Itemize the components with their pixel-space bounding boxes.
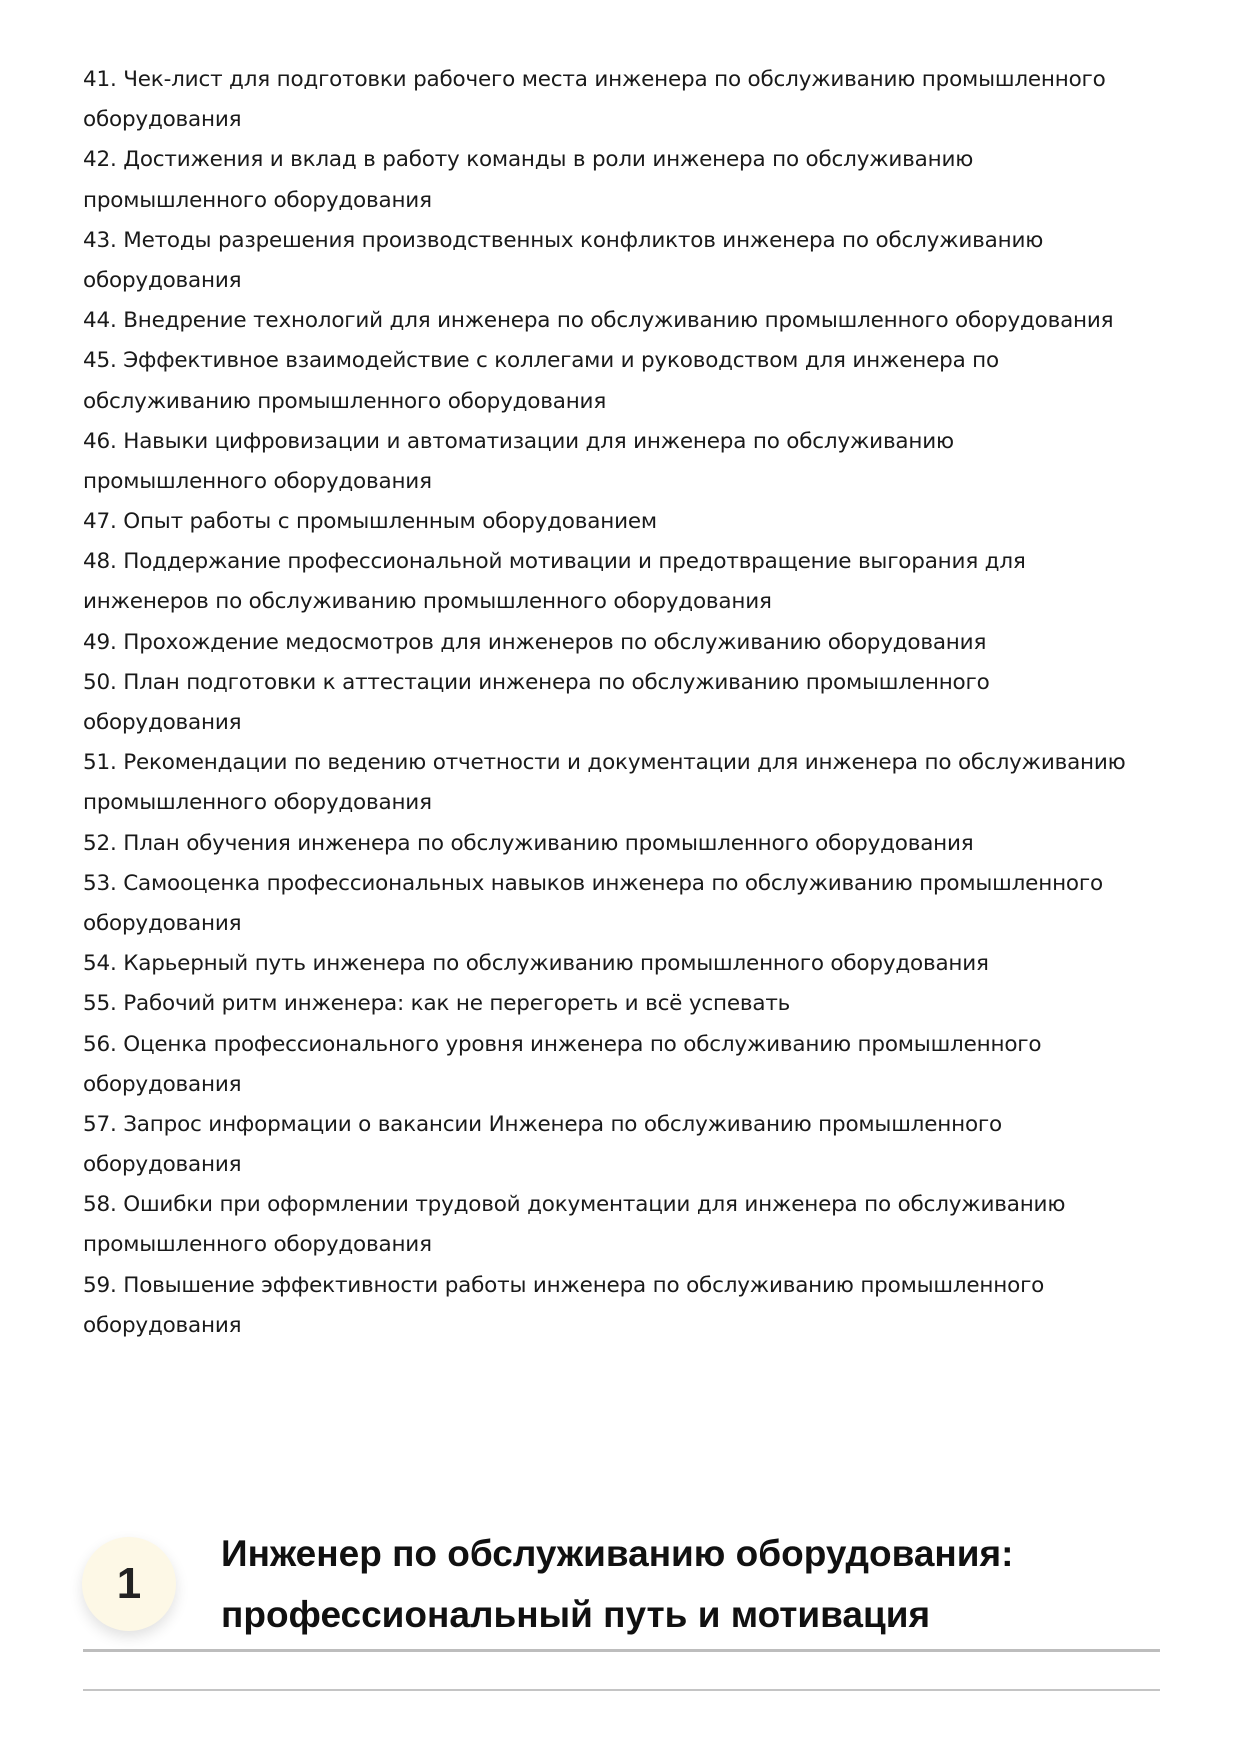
list-item-text: 46. Навыки цифровизации и автоматизации для инженера по обслуживанию — [83, 428, 954, 454]
list-item-text: 48. Поддержание профессиональной мотивации и предотвращение выгорания для — [83, 549, 1026, 575]
list-item[interactable] — [83, 422, 1173, 502]
list-item-text: 47. Опыт работы с промышленным оборудованием — [83, 509, 657, 535]
list-item[interactable] — [83, 743, 1173, 823]
list-item[interactable] — [83, 140, 1173, 220]
list-item-text: 49. Прохождение медосмотров для инженеров по обслуживанию оборудования — [83, 629, 987, 655]
list-item-text: промышленного оборудования — [83, 187, 432, 213]
list-item-text: 53. Самооценка профессиональных навыков инженера по обслуживанию промышленного — [83, 870, 1103, 896]
list-item-text: 50. План подготовки к аттестации инженера по обслуживанию промышленного — [83, 669, 990, 695]
list-item[interactable] — [83, 221, 1173, 301]
list-item[interactable] — [83, 944, 1173, 984]
list-item-text: оборудования — [83, 1312, 242, 1338]
list-item[interactable] — [83, 1185, 1173, 1265]
list-item[interactable] — [83, 502, 1173, 542]
list-item-text: оборудования — [83, 267, 242, 293]
list-item-text: 52. План обучения инженера по обслуживанию промышленного оборудования — [83, 830, 974, 856]
section-number-badge: 1 — [82, 1537, 176, 1631]
list-item-text: 58. Ошибки при оформлении трудовой документации для инженера по обслуживанию — [83, 1192, 1066, 1218]
list-item-text: инженеров по обслуживанию промышленного оборудования — [83, 589, 772, 615]
list-item-text: промышленного оборудования — [83, 468, 432, 494]
list-item[interactable] — [83, 623, 1173, 663]
list-item-text: 55. Рабочий ритм инженера: как не перегореть и всё успевать — [83, 991, 791, 1017]
list-item-text: 43. Методы разрешения производственных конфликтов инженера по обслуживанию — [83, 227, 1044, 253]
list-item[interactable] — [83, 824, 1173, 864]
list-item-text: оборудования — [83, 910, 242, 936]
section-heading — [221, 1523, 1161, 1645]
list-item-text: обслуживанию промышленного оборудования — [83, 388, 607, 414]
list-item-text: 57. Запрос информации о вакансии Инженера по обслуживанию промышленного — [83, 1111, 1002, 1137]
divider — [83, 1689, 1160, 1691]
list-item[interactable] — [83, 864, 1173, 944]
list-item[interactable] — [83, 1025, 1173, 1105]
list-item-text: оборудования — [83, 107, 242, 133]
list-item[interactable] — [83, 663, 1173, 743]
list-item-text: оборудования — [83, 1071, 242, 1097]
list-item-text: оборудования — [83, 1152, 242, 1178]
list-item[interactable] — [83, 341, 1173, 421]
list-item-text: 45. Эффективное взаимодействие с коллегами и руководством для инженера по — [83, 348, 999, 374]
list-item[interactable] — [83, 301, 1173, 341]
article-list — [83, 60, 1173, 1346]
list-item-text: 42. Достижения и вклад в работу команды в роли инженера по обслуживанию — [83, 147, 974, 173]
list-item-text: 59. Повышение эффективности работы инженера по обслуживанию промышленного — [83, 1272, 1045, 1298]
list-item-text: оборудования — [83, 710, 242, 735]
list-item[interactable] — [83, 984, 1173, 1024]
divider — [83, 1649, 1160, 1652]
list-item[interactable] — [83, 60, 1173, 140]
list-item-text: промышленного оборудования — [83, 790, 432, 816]
list-item-text: промышленного оборудования — [83, 1232, 432, 1258]
list-item-text: 44. Внедрение технологий для инженера по обслуживанию промышленного оборудования — [83, 308, 1114, 334]
section-heading-line: профессиональный путь и мотивация — [221, 1594, 931, 1635]
list-item-text: 41. Чек-лист для подготовки рабочего места инженера по обслуживанию промышленного — [83, 67, 1106, 92]
list-item-text: 54. Карьерный путь инженера по обслуживанию промышленного оборудования — [83, 951, 989, 977]
section-heading-line: Инженер по обслуживанию оборудования: — [221, 1533, 1014, 1574]
list-item-text: 56. Оценка профессионального уровня инженера по обслуживанию промышленного — [83, 1031, 1042, 1057]
list-item[interactable] — [83, 1266, 1173, 1346]
list-item[interactable] — [83, 542, 1173, 622]
list-item-text: 51. Рекомендации по ведению отчетности и документации для инженера по обслуживанию — [83, 750, 1126, 776]
list-item[interactable] — [83, 1105, 1173, 1185]
